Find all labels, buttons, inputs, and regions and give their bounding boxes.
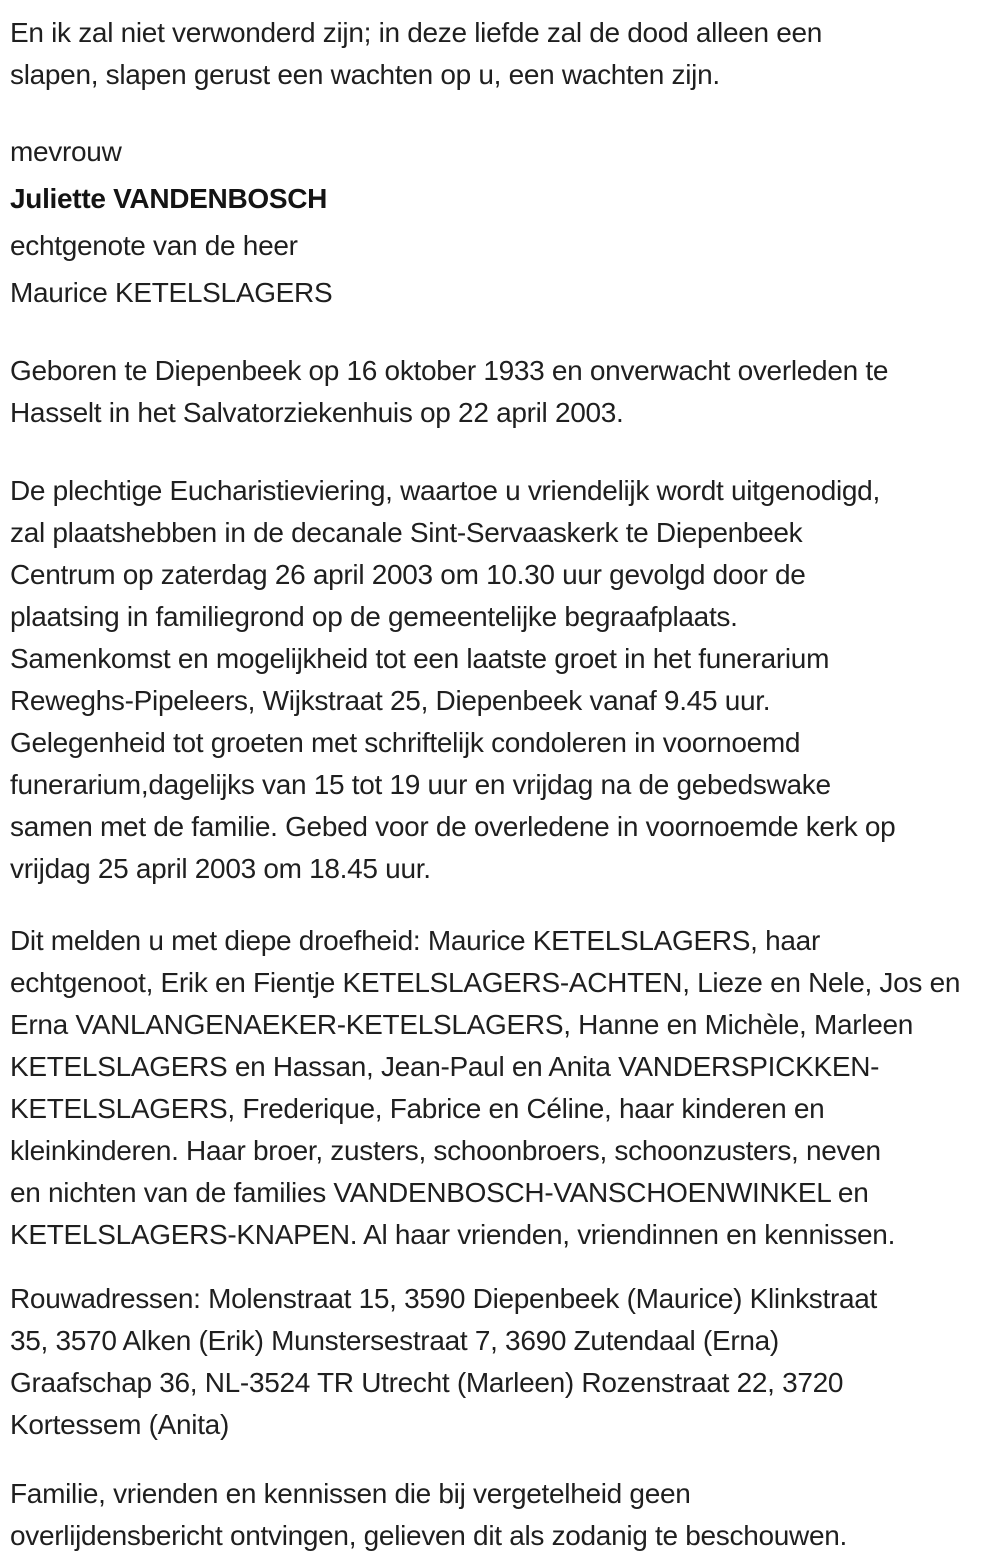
ceremony-line: Centrum op zaterdag 26 april 2003 om 10.30 uur gevolgd door de [10,559,806,590]
deceased-name: Juliette VANDENBOSCH [10,183,328,214]
announcement-line: KETELSLAGERS-KNAPEN. Al haar vrienden, vriendinnen en kennissen. [10,1219,896,1250]
addresses-line: Kortessem (Anita) [10,1409,229,1440]
ceremony-line: De plechtige Eucharistieviering, waartoe u vriendelijk wordt uitgenodigd, [10,475,880,506]
addresses-line: Graafschap 36, NL-3524 TR Utrecht (Marleen) Rozenstraat 22, 3720 [10,1367,844,1398]
ceremony-line: Reweghs-Pipeleers, Wijkstraat 25, Diepenbeek vanaf 9.45 uur. [10,685,771,716]
announcement-paragraph [10,920,992,1256]
addresses-line: 35, 3570 Alken (Erik) Munstersestraat 7, 3690 Zutendaal (Erna) [10,1325,779,1356]
closing-paragraph [10,1473,992,1557]
ceremony-line: vrijdag 25 april 2003 om 18.45 uur. [10,853,431,884]
ceremony-line: zal plaatshebben in de decanale Sint-Servaaskerk te Diepenbeek [10,517,803,548]
ceremony-line: Samenkomst en mogelijkheid tot een laatste groet in het funerarium [10,643,830,674]
ceremony-paragraph [10,470,992,890]
closing-line: Familie, vrienden en kennissen die bij vergetelheid geen [10,1478,691,1509]
announcement-line: echtgenoot, Erik en Fientje KETELSLAGERS-ACHTEN, Lieze en Nele, Jos en [10,967,961,998]
ceremony-line: Gelegenheid tot groeten met schriftelijk condoleren in voornoemd [10,727,801,758]
announcement-line: Dit melden u met diepe droefheid: Maurice KETELSLAGERS, haar [10,925,820,956]
intro-quote [10,12,992,96]
name-block [10,128,992,316]
intro-quote-line: slapen, slapen gerust een wachten op u, een wachten zijn. [10,59,720,90]
announcement-line: KETELSLAGERS, Frederique, Fabrice en Céline, haar kinderen en [10,1093,825,1124]
spouse-name: Maurice KETELSLAGERS [10,277,333,308]
mourning-addresses-paragraph [10,1278,992,1446]
announcement-line: KETELSLAGERS en Hassan, Jean-Paul en Anita VANDERSPICKKEN- [10,1051,880,1082]
announcement-line: kleinkinderen. Haar broer, zusters, schoonbroers, schoonzusters, neven [10,1135,881,1166]
announcement-line: en nichten van de families VANDENBOSCH-VANSCHOENWINKEL en [10,1177,869,1208]
salutation: mevrouw [10,136,122,167]
ceremony-line: funerarium,dagelijks van 15 tot 19 uur en vrijdag na de gebedswake [10,769,831,800]
ceremony-line: plaatsing in familiegrond op de gemeentelijke begraafplaats. [10,601,738,632]
birth-death-paragraph [10,350,992,434]
intro-quote-line: En ik zal niet verwonderd zijn; in deze liefde zal de dood alleen een [10,17,823,48]
birth-death-line: Hasselt in het Salvatorziekenhuis op 22 april 2003. [10,397,624,428]
birth-death-line: Geboren te Diepenbeek op 16 oktober 1933 en onverwacht overleden te [10,355,889,386]
closing-line: overlijdensbericht ontvingen, gelieven dit als zodanig te beschouwen. [10,1520,847,1551]
addresses-line: Rouwadressen: Molenstraat 15, 3590 Diepenbeek (Maurice) Klinkstraat [10,1283,878,1314]
announcement-line: Erna VANLANGENAEKER-KETELSLAGERS, Hanne en Michèle, Marleen [10,1009,914,1040]
ceremony-line: samen met de familie. Gebed voor de overledene in voornoemde kerk op [10,811,896,842]
relation-line: echtgenote van de heer [10,230,298,261]
